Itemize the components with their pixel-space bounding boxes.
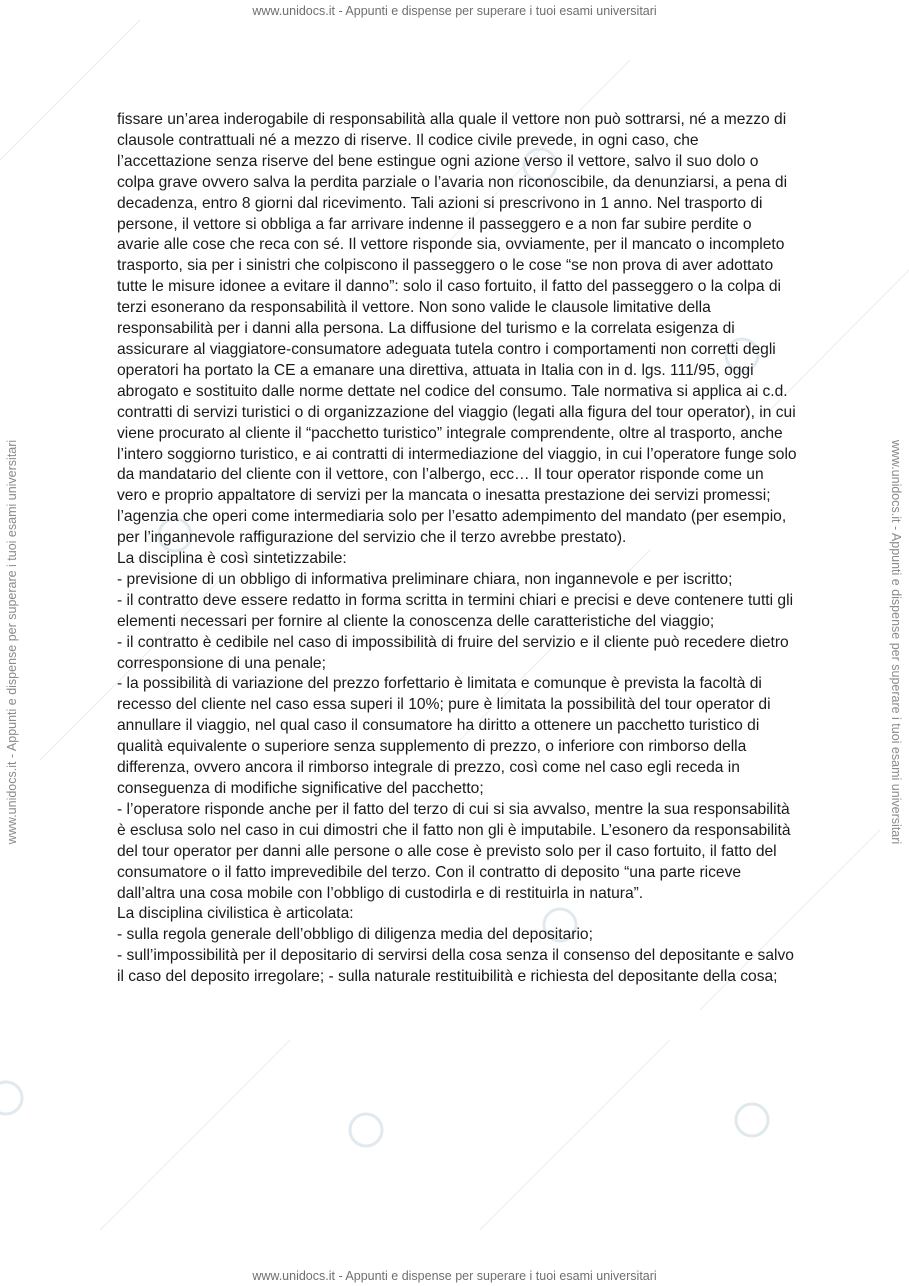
footer-watermark: www.unidocs.it - Appunti e dispense per superare i tuoi esami universitari [252,1269,657,1283]
header-watermark: www.unidocs.it - Appunti e dispense per superare i tuoi esami universitari [252,4,657,18]
list-item: - il contratto è cedibile nel caso di impossibilità di fruire del servizio e il cliente può recedere dietro corresponsione di una penale; [117,633,789,672]
discipline-list [117,570,797,905]
left-side-watermark: www.unidocs.it - Appunti e dispense per superare i tuoi esami universitari [5,439,19,845]
body-paragraph: fissare un’area inderogabile di responsabilità alla quale il vettore non può sottrarsi, né a mezzo di clausole contrattuali né a mezzo di riserve. Il codice civile prevede, in ogni caso, che l’accettazione senza riserve del bene estingue ogni azione verso il vettore, salvo il suo dolo o colpa grave ovvero salva la perdita parziale o l’avaria non riconoscibile, da denunziarsi, a pena di decadenza, entro 8 giorni dal ricevimento. Tali azioni si prescrivono in 1 anno. Nel trasporto di persone, il vettore si obbliga a far arrivare indenne il passeggero e a non far subire perdite o avarie alle cose che reca con sé. Il vettore risponde sia, ovviamente, per il mancato o incompleto trasporto, sia per i sinistri che colpiscono il passeggero o le cose “se non prova di aver adottato tutte le misure idonee a evitare il danno”: solo il caso fortuito, il fatto del passeggero o la colpa di terzi esonerano da responsabilità il vettore. Non sono valide le clausole limitative della responsabilità per i danni alla persona. La diffusione del turismo e la correlata esigenza di assicurare al viaggiatore-consumatore adeguata tutela contro i comportamenti non corretti degli operatori ha portato la CE a emanare una direttiva, attuata in Italia con in d. lgs. 111/95, oggi abrogato e sostituito dalle norme dettate nel codice del consumo. Tale normativa si applica ai c.d. contratti di servizi turistici o di organizzazione del viaggio (legati alla figura del tour operator), in cui viene procurato al cliente il “pacchetto turistico” integrale comprendente, oltre al trasporto, anche l’intero soggiorno turistico, e ai contratti di intermediazione del viaggio, in cui l’operatore funge solo da mandatario del cliente con il vettore, con l’albergo, ecc… Il tour operator risponde come un vero e proprio appaltatore di servizi per la mancata o inesatta prestazione dei servizi promessi; l’agenzia che operi come intermediaria solo per l’esatto adempimento del mandato (per esempio, per l’ingannevole raffigurazione del servizio che il terzo avrebbe prestato). [117,111,797,547]
document-body [117,110,797,988]
list-item: - il contratto deve essere redatto in forma scritta in termini chiari e precisi e deve contenere tutti gli elementi necessari per fornire al cliente la conoscenza delle caratteristiche del viaggio; [117,591,794,630]
list-item: - sull’impossibilità per il depositario di servirsi della cosa senza il consenso del depositante e salvo il caso del deposito irregolare; - sulla naturale restituibilità e richiesta del depositante della cosa; [117,947,794,986]
list-item: - la possibilità di variazione del prezzo forfettario è limitata e comunque è prevista la facoltà di recesso del cliente nel caso essa superi il 10%; pure è limitata la possibilità del tour operator di annullare il viaggio, nel qual caso il consumatore ha diritto a ottenere un pacchetto turistico di qualità equivalente o superiore senza supplemento di prezzo, o inferiore con rimborso della differenza, ovvero ancora il rimborso integrale di prezzo, così come nel caso egli receda in conseguenza di modifiche significative del pacchetto; [117,675,771,797]
civil-discipline-list [117,925,797,988]
list-intro: La disciplina è così sintetizzabile: [117,550,347,568]
right-side-watermark: www.unidocs.it - Appunti e dispense per superare i tuoi esami universitari [889,439,903,845]
list-item: - previsione di un obbligo di informativa preliminare chiara, non ingannevole e per iscritto; [117,570,733,588]
list-intro: La disciplina civilistica è articolata: [117,905,354,923]
list-item: - l’operatore risponde anche per il fatto del terzo di cui si sia avvalso, mentre la sua responsabilità è esclusa solo nel caso in cui dimostri che il fatto non gli è imputabile. L’esonero da responsabilità del tour operator per danni alle persone o alle cose è previsto solo per il caso fortuito, il fatto del consumatore o il fatto imprevedibile del terzo. Con il contratto di deposito “una parte riceve dall’altra una cosa mobile con l’obbligo di custodirla e di restituirla in natura”. [117,800,791,902]
list-item: - sulla regola generale dell’obbligo di diligenza media del depositario; [117,926,593,944]
